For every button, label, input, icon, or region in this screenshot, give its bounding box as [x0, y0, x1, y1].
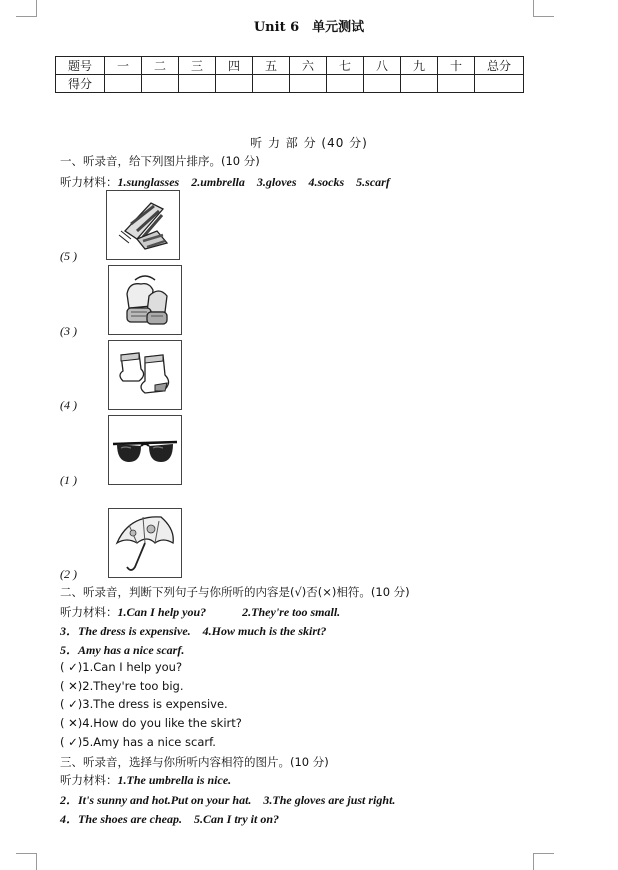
- score-input-cell[interactable]: [290, 75, 327, 93]
- sunglasses-icon: [109, 416, 181, 484]
- score-cell: 题号: [56, 57, 105, 75]
- answer-text: )1.Can I help you?: [77, 660, 183, 674]
- score-input-cell[interactable]: [438, 75, 475, 93]
- crop-mark-top-right: [533, 0, 554, 17]
- umbrella-icon: [109, 509, 181, 577]
- part3-material-line: 2．It's sunny and hot.Put on your hat. 3.The gloves are just right.: [60, 793, 396, 807]
- score-cell: 得分: [56, 75, 105, 93]
- score-input-cell[interactable]: [179, 75, 216, 93]
- score-cell: 三: [179, 57, 216, 75]
- score-input-cell[interactable]: [105, 75, 142, 93]
- score-input-cell[interactable]: [475, 75, 524, 93]
- socks-icon: [109, 341, 181, 409]
- answer-row: ( ✓)1.Can I help you?: [60, 660, 183, 674]
- material-text: 1.Can I help you? 2.They're too small.: [117, 605, 341, 619]
- score-input-cell[interactable]: [142, 75, 179, 93]
- material-label: 听力材料：: [60, 605, 118, 619]
- material-label: 听力材料：: [60, 175, 118, 189]
- score-cell: 九: [401, 57, 438, 75]
- score-input-cell[interactable]: [327, 75, 364, 93]
- sunglasses-picture: [108, 415, 182, 485]
- answer-row: ( ✕)2.They're too big.: [60, 679, 184, 693]
- listening-section-title: 听 力 部 分 (40 分): [250, 136, 368, 150]
- answer-text: )5.Amy has a nice scarf.: [77, 735, 216, 749]
- answer-row: ( ✓)3.The dress is expensive.: [60, 697, 228, 711]
- answer-label: (3 ): [60, 324, 77, 338]
- score-input-cell[interactable]: [253, 75, 290, 93]
- check-mark: ✓: [68, 735, 78, 749]
- material-label: 听力材料：: [60, 773, 118, 787]
- scarf-picture: [106, 190, 180, 260]
- cross-mark: ✕: [68, 716, 78, 730]
- part2-material-line: 3．The dress is expensive. 4.How much is the skirt?: [60, 624, 327, 638]
- score-table-score-row: [56, 75, 524, 93]
- part2-material-line: 5．Amy has a nice scarf.: [60, 643, 185, 657]
- cross-mark: ✕: [68, 679, 78, 693]
- score-cell: 八: [364, 57, 401, 75]
- socks-picture: [108, 340, 182, 410]
- answer-row: ( ✓)5.Amy has a nice scarf.: [60, 735, 216, 749]
- score-cell: 一: [105, 57, 142, 75]
- answer-label: (5 ): [60, 249, 77, 263]
- gloves-icon: [109, 266, 181, 334]
- score-input-cell[interactable]: [364, 75, 401, 93]
- gloves-picture: [108, 265, 182, 335]
- part1-material: [60, 173, 390, 190]
- crop-mark-bottom-left: [16, 853, 37, 870]
- answer-label: (2 ): [60, 567, 77, 581]
- score-cell: 六: [290, 57, 327, 75]
- score-input-cell[interactable]: [216, 75, 253, 93]
- crop-mark-bottom-right: [533, 853, 554, 870]
- umbrella-picture: [108, 508, 182, 578]
- score-cell: 五: [253, 57, 290, 75]
- score-table-header-row: [56, 57, 524, 75]
- check-mark: ✓: [68, 697, 78, 711]
- scarf-icon: [107, 191, 179, 259]
- answer-label: (4 ): [60, 398, 77, 412]
- score-cell: 二: [142, 57, 179, 75]
- part3-material-line: 4．The shoes are cheap. 5.Can I try it on?: [60, 812, 280, 826]
- answer-text: )3.The dress is expensive.: [77, 697, 228, 711]
- part2-material: [60, 603, 340, 620]
- answer-text: )2.They're too big.: [77, 679, 184, 693]
- answer-text: )4.How do you like the skirt?: [77, 716, 242, 730]
- page-title: Unit 6 单元测试: [253, 20, 365, 35]
- answer-row: ( ✕)4.How do you like the skirt?: [60, 716, 242, 730]
- score-cell: 十: [438, 57, 475, 75]
- answer-label: (1 ): [60, 473, 77, 487]
- part3-heading: 三、听录音，选择与你所听内容相符的图片。(10 分): [60, 755, 329, 769]
- check-mark: ✓: [68, 660, 78, 674]
- part3-material: [60, 772, 231, 788]
- score-cell: 四: [216, 57, 253, 75]
- material-text: 1.The umbrella is nice.: [117, 773, 232, 787]
- score-table: [55, 56, 524, 93]
- material-text: 1.sunglasses 2.umbrella 3.gloves 4.socks 5.scarf: [117, 175, 390, 189]
- part2-heading: 二、听录音，判断下列句子与你所听的内容是(√)否(×)相符。(10 分): [60, 585, 410, 599]
- score-cell: 总分: [475, 57, 524, 75]
- score-cell: 七: [327, 57, 364, 75]
- crop-mark-top-left: [16, 0, 37, 17]
- part1-heading: 一、听录音，给下列图片排序。(10 分): [60, 154, 260, 168]
- score-input-cell[interactable]: [401, 75, 438, 93]
